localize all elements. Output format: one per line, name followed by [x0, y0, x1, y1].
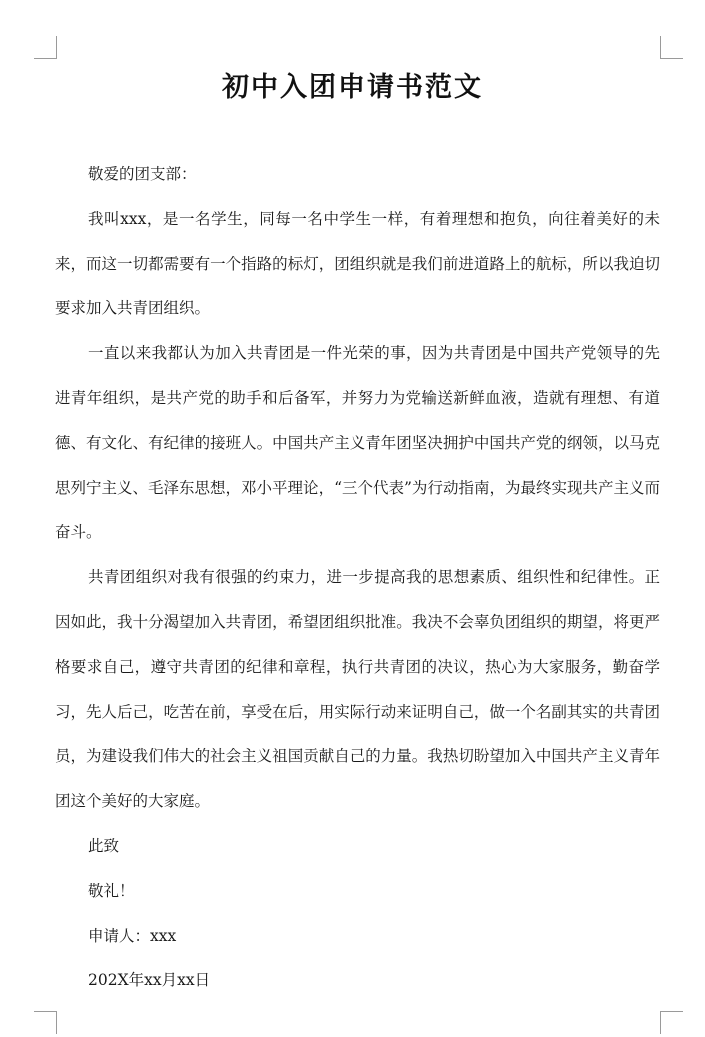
crop-mark-top-right: [660, 36, 683, 59]
paragraph-1: 我叫xxx，是一名学生，同每一名中学生一样，有着理想和抱负，向往着美好的未来，而这一切都需要有一个指路的标灯，团组织就是我们前进道路上的航标，所以我迫切要求加入共青团组织。: [55, 209, 660, 318]
document-body: [55, 152, 660, 1003]
crop-mark-bottom-left: [34, 1011, 57, 1034]
closing-line-1: 此致: [88, 836, 120, 855]
crop-mark-top-left: [34, 36, 57, 59]
applicant-line: 申请人：xxx: [88, 926, 177, 945]
salutation: 敬爱的团支部：: [88, 165, 197, 183]
crop-mark-bottom-right: [660, 1011, 683, 1034]
closing-line-2: 敬礼！: [88, 881, 135, 900]
paragraph-2: 一直以来我都认为加入共青团是一件光荣的事，因为共青团是中国共产党领导的先进青年组织，是共产党的助手和后备军，并努力为党输送新鲜血液，造就有理想、有道德、有文化、有纪律的接班人。中国共产主义青年团坚决拥护中国共产党的纲领，以马克思列宁主义、毛泽东思想，邓小平理论，“三个代表”为行动指南，为最终实现共产主义而奋斗。: [55, 344, 660, 542]
document-title: 初中入团申请书范文: [222, 72, 483, 103]
paragraph-3: 共青团组织对我有很强的约束力，进一步提高我的思想素质、组织性和纪律性。正因如此，我十分渴望加入共青团，希望团组织批准。我决不会辜负团组织的期望，将更严格要求自己，遵守共青团的纪律和章程，执行共青团的决议，热心为大家服务，勤奋学习，先人后己，吃苦在前，享受在后，用实际行动来证明自己，做一个名副其实的共青团员，为建设我们伟大的社会主义祖国贡献自己的力量。我热切盼望加入中国共产主义青年团这个美好的大家庭。: [55, 568, 660, 811]
date-line: 202X年xx月xx日: [88, 971, 211, 990]
